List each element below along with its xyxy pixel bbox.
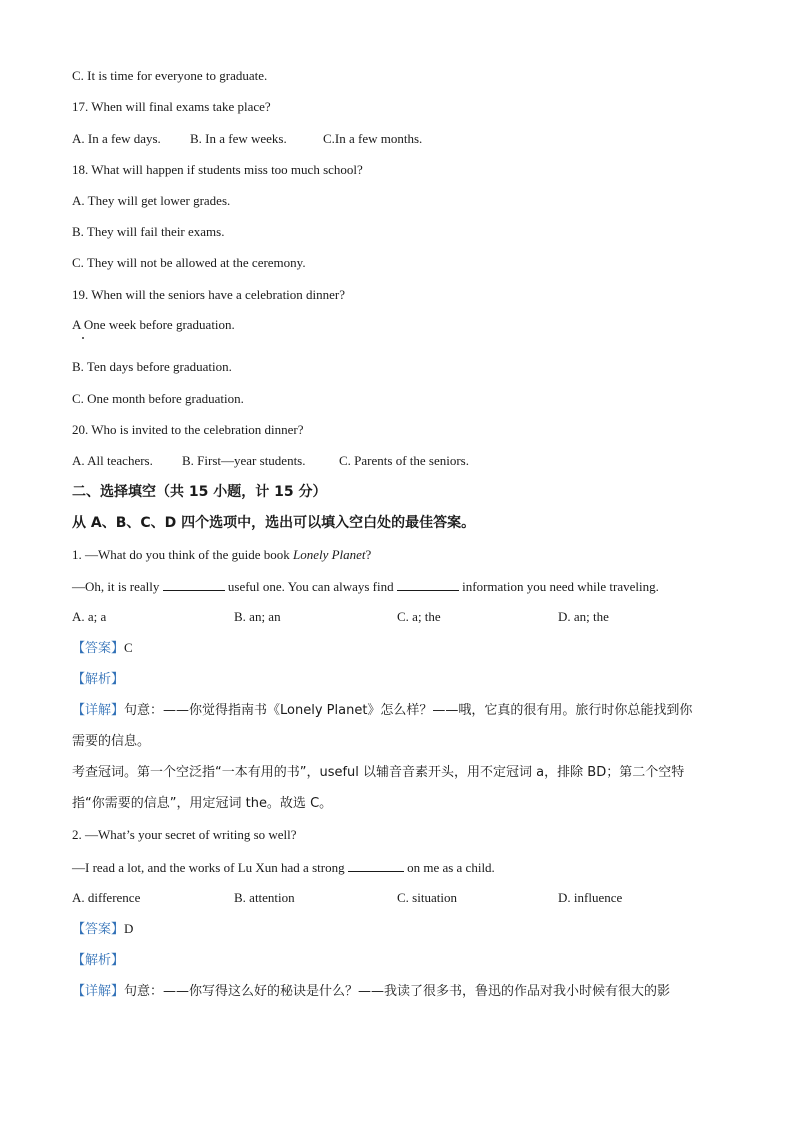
item2-detail-1: 句意：——你写得这么好的秘诀是什么？——我读了很多书，鲁迅的作品对我小时候有很大的影 xyxy=(124,984,671,999)
item1-detail-line-3: 考查冠词。第一个空泛指“一本有用的书”，useful 以辅音音素开头，用不定冠词 a，排除 BD；第二个空特 xyxy=(72,765,685,780)
item1-response-post: information you need while traveling. xyxy=(458,579,659,594)
item2-question: 2. —What’s your secret of writing so well? xyxy=(72,827,297,842)
item2-response-post: on me as a child. xyxy=(403,860,495,875)
item2-response-pre: —I read a lot, and the works of Lu Xun had a strong xyxy=(72,860,348,875)
item1-response-mid: useful one. You can always find xyxy=(224,579,397,594)
item2-option-d: D. influence xyxy=(558,890,623,905)
q17-option-b: B. In a few weeks. xyxy=(190,131,287,146)
item1-question-post: ? xyxy=(365,547,372,562)
item2-analysis-line xyxy=(72,952,124,969)
q16-option-c: C. It is time for everyone to graduate. xyxy=(72,68,268,83)
q18-option-c: C. They will not be allowed at the ceremony. xyxy=(72,255,306,270)
item1-analysis-tag: 【解析】 xyxy=(72,672,125,687)
item1-option-d: D. an; the xyxy=(558,609,609,624)
item1-blank-2 xyxy=(397,578,459,591)
item1-detail-tag: 【详解】 xyxy=(72,703,125,718)
q17-option-c: C.In a few months. xyxy=(323,131,423,146)
item1-response xyxy=(72,578,659,595)
item1-detail-1: 句意：——你觉得指南书《Lonely Planet》怎么样？——哦，它真的很有用。旅行时你总能找到你 xyxy=(124,703,693,718)
item2-blank xyxy=(348,859,404,872)
section2-heading: 二、选择填空（共 15 小题，计 15 分） xyxy=(72,484,327,500)
item1-book-title: Lonely Planet xyxy=(292,547,366,562)
section2-instruction: 从 A、B、C、D 四个选项中，选出可以填入空白处的最佳答案。 xyxy=(72,515,476,531)
item2-option-b: B. attention xyxy=(234,890,295,905)
item2-detail-tag: 【详解】 xyxy=(72,984,125,999)
item1-response-pre: —Oh, it is really xyxy=(72,579,163,594)
item1-option-b: B. an; an xyxy=(234,609,281,624)
item1-answer-tag: 【答案】 xyxy=(72,641,125,656)
q20-option-a: A. All teachers. xyxy=(72,453,153,468)
q17-question: 17. When will final exams take place? xyxy=(72,99,271,114)
item2-response xyxy=(72,859,495,876)
item1-answer: C xyxy=(124,640,133,655)
q20-option-c: C. Parents of the seniors. xyxy=(339,453,469,468)
item1-option-c: C. a; the xyxy=(397,609,441,624)
q19-option-c: C. One month before graduation. xyxy=(72,391,244,406)
item1-detail-line-2: 需要的信息。 xyxy=(72,734,151,749)
q19-option-a: A One week before graduation. xyxy=(72,317,235,332)
item2-detail-line-1 xyxy=(72,984,670,1000)
q20-question: 20. Who is invited to the celebration dinner? xyxy=(72,422,304,437)
item1-detail-line-4: 指“你需要的信息”，用定冠词 the。故选 C。 xyxy=(72,796,333,811)
stray-dot xyxy=(82,337,84,339)
q18-option-b: B. They will fail their exams. xyxy=(72,224,225,239)
item2-option-a: A. difference xyxy=(72,890,141,905)
item2-answer-tag: 【答案】 xyxy=(72,922,125,937)
q17-option-a: A. In a few days. xyxy=(72,131,161,146)
item2-answer: D xyxy=(124,921,134,936)
item2-answer-line xyxy=(72,921,133,938)
q18-option-a: A. They will get lower grades. xyxy=(72,193,231,208)
item2-analysis-tag: 【解析】 xyxy=(72,953,125,968)
q20-option-b: B. First—year students. xyxy=(182,453,306,468)
item1-analysis-line xyxy=(72,671,124,688)
item1-answer-line xyxy=(72,640,133,657)
item2-option-c: C. situation xyxy=(397,890,457,905)
q18-question: 18. What will happen if students miss too much school? xyxy=(72,162,363,177)
item1-blank-1 xyxy=(163,578,225,591)
q19-option-b: B. Ten days before graduation. xyxy=(72,359,232,374)
item1-question xyxy=(72,547,371,563)
item1-detail-line-1 xyxy=(72,703,692,719)
item1-question-pre: 1. —What do you think of the guide book xyxy=(72,547,293,562)
q19-question: 19. When will the seniors have a celebration dinner? xyxy=(72,287,346,302)
item1-option-a: A. a; a xyxy=(72,609,107,624)
